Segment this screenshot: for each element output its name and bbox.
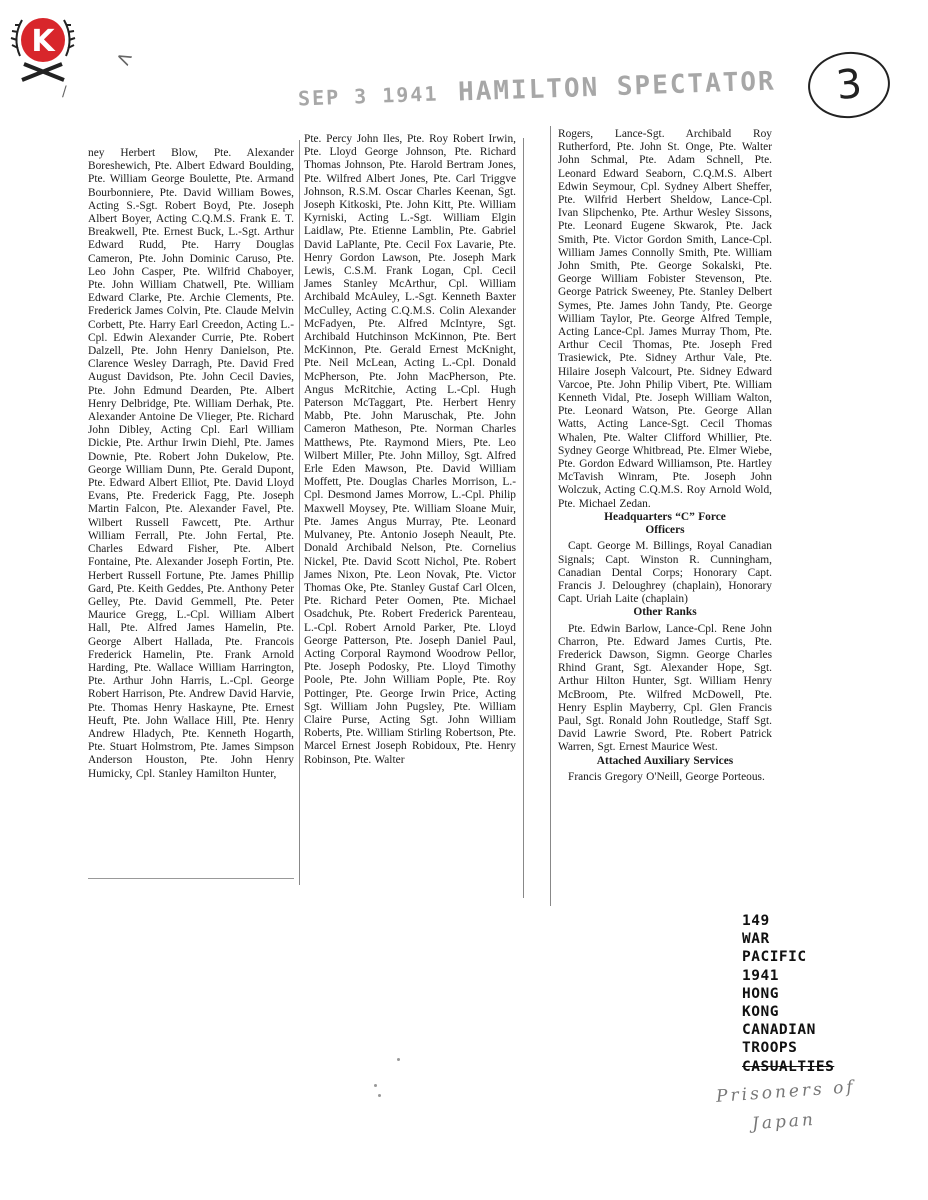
casualty-list-part-3: Rogers, Lance-Sgt. Archibald Roy Rutherford, Pte. John St. Onge, Pte. Walter John Schmal, Pte. Adam Schnell, Pte. Leonard Edward Seaborn, C.Q.M.S. Albert Edwin Seymour, Cpl. Sydney Albert Sheffer, Pte. Wilfrid Herbert Sheldow, Lance-Cpl. Ivan Slipchenko, Pte. Arthur Wesley Sissons, Pte. Leonard Eugene Skwarok, Pte. Jack Smith, Pte. Victor Gordon Smith, Lance-Cpl. William James Connolly Smith, Pte. William John Smith, Pte. George Sokalski, Pte. George William Fobister Stevenson, Pte. George Patrick Sweeney, Pte. Stanley Delbert Symes, Pte. James John Tandy, Pte. George William Taylor, Pte. George Alfred Temple, Acting Lance-Cpl. James Murray Thom, Pte. Arthur Cecil Thomas, Pte. Joseph Fred Trasiewick, Pte. Sidney Arthur Vale, Pte. Hilaire Joseph Valcourt, Pte. Sidney Edward Varcoe, Pte. John Philip Vibert, Pte. William Kenneth Vidal, Pte. Joseph William Walton, Pte. Leonard Watson, Pte. George Allan Watts, Acting Lance-Sgt. Cecil Thomas Whalen, Pte. Walter Clifford Whillier, Pte. Sydney George Whitbread, Pte. Elmer Wiebe, Pte. Gordon Edward Williamson, Pte. Hartley McTavish Winram, Pte. Joseph John Wolczuk, Acting C.Q.M.S. Roy Arnold Wold, Pte. Michael Zedan. [558, 128, 772, 510]
scan-speck [374, 1084, 377, 1087]
casualty-column-2 [304, 133, 516, 767]
date-stamp: SEP 3 1941 [297, 81, 439, 111]
logo-letter: K [31, 24, 55, 59]
tag-line: 1941 [742, 967, 779, 984]
aux-heading: Attached Auxiliary Services [596, 754, 734, 767]
margin-tick-mark: < [111, 43, 138, 73]
scan-speck [397, 1058, 400, 1061]
casualty-list-part-2: Pte. Percy John Iles, Pte. Roy Robert Irwin, Pte. Lloyd George Johnson, Pte. Richard Thomas Johnson, Pte. Harold Bertram Jones, Pte. Wilfred Albert Jones, Pte. Carl Triggve Johnson, R.S.M. Oscar Charles Keenan, Sgt. Joseph Kitkoski, Pte. John Kitt, Pte. William Kyrniski, Acting L.-Sgt. William Elgin Laidlaw, Pte. Etienne Lamblin, Pte. Gabriel David LaPlante, Pte. Cecil Fox Lavarie, Pte. Henry Gordon Lawson, Pte. Joseph Mark Lewis, C.S.M. Frank Logan, Cpl. Cecil James Stanley McArthur, Cpl. William Archibald McAuley, L.-Sgt. Kenneth Baxter McCulley, Acting C.Q.M.S. Colin Alexander McFadyen, Pte. Alfred McIntyre, Sgt. Archibald Hutchinson McKinnon, Pte. Bert McKinnon, Pte. Gerald Ernest McKnight, Pte. Neil McLean, Acting L.-Cpl. Donald McPherson, Pte. John MacPherson, Pte. Angus McRitchie, Acting L.-Cpl. Hugh Paterson McTaggart, Pte. Herbert Henry Mabb, Pte. John Maruschak, Pte. John Cameron Matheson, Pte. Norman Charles Matthews, Pte. Raymond Miers, Pte. Leo Wilbert Miller, Pte. John Milloy, Sgt. Alfred Erle Eden Mawson, Pte. David William Moffett, Pte. Douglas Charles Morrison, L.-Cpl. Desmond James Morrow, L.-Cpl. Philip Maxwell Moysey, Pte. William Sloane Muir, Pte. James Angus Murray, Pte. Leonard Mulvaney, Pte. Antonio Joseph Neault, Pte. Donald Archibald Nelson, Pte. Cornelius Nickel, Pte. David Scott Nichol, Pte. Robert James Nixon, Pte. Leon Novak, Pte. Victor Thomas Oke, Pte. Stanley Gustaf Carl Olcen, Pte. Richard Peter Oomen, Pte. Michael Osadchuk, Pte. Robert Frederick Parenteau, L.-Cpl. Robert Arnold Parker, Pte. Lloyd George Patterson, Pte. Joseph Daniel Paul, Acting Corporal Raymond Woodrow Pellor, Pte. Joseph Podosky, Pte. Lloyd Timothy Poole, Pte. John William Pople, Pte. Roy Pottinger, Pte. George Irwin Price, Acting Sgt. William John Pugsley, Pte. William Claire Purse, Acting Sgt. John William Roberts, Pte. William Stirling Robertson, Pte. Marcel Ernest Joseph Robidoux, Pte. Henry Robinson, Pte. Walter [304, 133, 516, 766]
officers-heading: Officers [645, 524, 685, 537]
margin-slash-mark: / [62, 84, 67, 100]
tag-line: TROOPS [742, 1040, 798, 1057]
other-ranks-list: Pte. Edwin Barlow, Lance-Cpl. Rene John Charron, Pte. Edward James Curtis, Pte. Frederick Dawson, Sigmn. George Charles Rhind Grant, Sgt. Alexander Hope, Sgt. Arthur Hilton Hunter, Sgt. William Henry McBroom, Pte. Wilfred McDowell, Pte. Henry Esplin Mayberry, Cpl. Glen Francis Paul, Sgt. Ronald John Routledge, Staff Sgt. David Lawrie Sword, Pte. Robert Patrick Warren, Sgt. Ernest Maurice West. [558, 622, 772, 754]
casualty-list-part-1: ney Herbert Blow, Pte. Alexander Boreshewich, Pte. Albert Edward Boulding, Pte. William George Boulette, Pte. Armand Bourbonniere, Pte. David William Bowes, Acting S.-Sgt. Robert Boyd, Pte. Joseph Albert Boyer, Acting C.Q.M.S. Frank E. T. Breakwell, Pte. Ernest Buck, L.-Sgt. Arthur Edward Rudd, Pte. Harry Douglas Cameron, Pte. John Dominic Caruso, Pte. Leo John Casper, Pte. Wilfrid Chaboyer, Pte. John William Chatwell, Pte. William Edward Clarke, Pte. Archie Clements, Pte. Frederick James Colvin, Pte. Claude Melvin Corbett, Pte. Harry Earl Creedon, Acting L.-Cpl. Edwin Alexander Currie, Pte. Robert Dalzell, Pte. John Henry Danielson, Pte. Clarence Wesley Darragh, Pte. David Fred August Davidson, Pte. John Cecil Davies, Pte. John Edmund Dearden, Pte. Albert Henry Delbridge, Pte. William Derhak, Pte. Alexander Antoine De Vlieger, Pte. Richard John Dibley, Acting Cpl. Earl William Dickie, Pte. Arthur Irwin Diehl, Pte. James Downie, Pte. Robert John Dukelow, Pte. George William Dunn, Pte. Gerald Dupont, Pte. Edward Albert Elliot, Pte. David Lloyd Evans, Pte. Frederick Fagg, Pte. Joseph Martin Falcon, Pte. Alexander Favel, Pte. Wilbert Russell Fawcett, Pte. Arthur William Ferrall, Pte. John Fertal, Pte. Charles Edward Fisher, Pte. Albert Fontaine, Pte. Alexander Joseph Fortin, Pte. Herbert Russell Fortune, Pte. James Phillip Gard, Pte. Keith Geddes, Pte. Anthony Peter Gelley, Pte. David Gemmell, Pte. Peter Maurice Gregg, L.-Cpl. William Albert Hall, Pte. Alfred James Hamelin, Pte. George Albert Hallada, Pte. Francois Frederick Hamelin, Pte. Frank Arnold Harding, Pte. Wallace William Harrington, Pte. Arthur John Harris, L.-Cpl. George Robert Harrison, Pte. Andrew David Harvie, Pte. Thomas Henry Haskayne, Pte. Ernest Heuft, Pte. John Wallace Hill, Pte. Henry Andrew Hladych, Pte. Kenneth Hogarth, Pte. Stuart Holmstrom, Pte. James Simpson Anderson Houston, Pte. John Henry Humicky, Cpl. Stanley Hamilton Hunter, [88, 147, 294, 780]
tag-line: CANADIAN [742, 1022, 816, 1039]
tag-line: WAR [742, 931, 770, 948]
column-divider-1 [299, 140, 300, 885]
circled-page-number [805, 48, 893, 122]
column-divider-2 [523, 138, 524, 898]
archive-logo [6, 4, 80, 86]
casualty-column-3 [558, 128, 772, 784]
scan-speck [378, 1094, 381, 1097]
page-number: 3 [833, 60, 865, 110]
hq-heading: Headquarters “C” Force [604, 510, 726, 523]
subject-tags [742, 912, 834, 1076]
aux-list: Francis Gregory O'Neill, George Porteous. [568, 770, 765, 783]
handwritten-note-line-2: Japan [751, 1109, 817, 1135]
tag-line: PACIFIC [742, 949, 807, 966]
laurel-wreath-icon [6, 4, 80, 86]
tag-line-struck: CASUALTIES [742, 1058, 835, 1075]
other-ranks-heading: Other Ranks [633, 606, 697, 619]
casualty-column-1 [88, 147, 294, 781]
tag-line: 149 [742, 913, 770, 929]
newspaper-stamp: HAMILTON SPECTATOR [457, 66, 777, 108]
handwritten-note-line-1: Prisoners of [715, 1077, 857, 1107]
tag-line: KONG [742, 1004, 779, 1021]
column-bottom-rule [88, 878, 294, 879]
tag-line: HONG [742, 985, 779, 1002]
column-divider-3 [550, 126, 551, 906]
officers-list: Capt. George M. Billings, Royal Canadian Signals; Capt. Winston R. Cunningham, Canadian Dental Corps; Honorary Capt. Francis J. Deloughrey (chaplain), Honorary Capt. Uriah Laite (chaplain) [558, 540, 772, 606]
